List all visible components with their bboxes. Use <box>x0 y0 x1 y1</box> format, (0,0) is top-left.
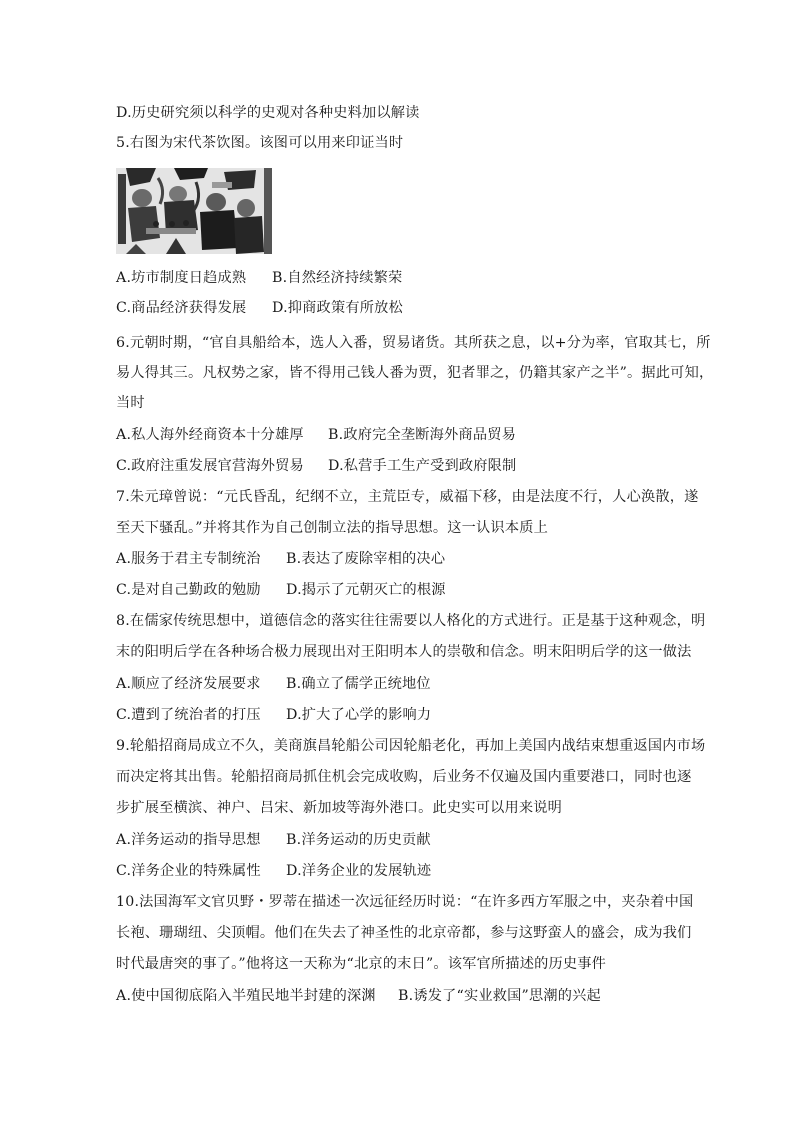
q7-stem-line2: 至天下骚乱。”并将其作为自己创制立法的指导思想。这一认识本质上 <box>116 520 548 536</box>
q9-option-a: A.洋务运动的指导思想 <box>116 832 261 848</box>
q8-option-a: A.顺应了经济发展要求 <box>116 676 261 692</box>
q9-options-row2 <box>116 861 432 881</box>
q8-stem-line1: 8.在儒家传统思想中，道德信念的落实往往需要以人格化的方式进行。正是基于这种观念，明 <box>116 613 706 629</box>
q7-options-row2 <box>116 580 446 600</box>
q8-option-b: B.确立了儒学正统地位 <box>286 676 431 692</box>
q10-stem-line3: 时代最唐突的事了。”他将这一天称为“北京的末日”。该军官所描述的历史事件 <box>116 956 607 972</box>
q6-stem-line2: 易人得其三。凡权势之家，皆不得用己钱人番为贾，犯者罪之，仍籍其家产之半”。据此可知， <box>116 365 714 381</box>
q6-option-a: A.私人海外经商资本十分雄厚 <box>116 427 304 443</box>
q6-options-row1 <box>116 425 516 445</box>
q5-option-b: B.自然经济持续繁荣 <box>272 270 403 286</box>
q10-option-a: A.使中国彻底陷入半殖民地半封建的深渊 <box>116 988 376 1004</box>
q9-option-c: C.洋务企业的特殊属性 <box>116 863 261 879</box>
q4-option-d: D.历史研究须以科学的史观对各种史料加以解读 <box>116 105 420 121</box>
q8-option-d: D.扩大了心学的影响力 <box>286 707 432 723</box>
q7-option-a: A.服务于君主专制统治 <box>116 551 261 567</box>
q5-option-c: C.商品经济获得发展 <box>116 300 247 316</box>
tea-scene-image <box>116 168 272 254</box>
q8-stem-line2: 末的阳明后学在各种场合极力展现出对王阳明本人的崇敬和信念。明末阳明后学的这一做法 <box>116 644 692 660</box>
q7-stem-line1: 7.朱元璋曾说：“元氏昏乱，纪纲不立，主荒臣专，威福下移，由是法度不行，人心涣散，遂 <box>116 489 699 505</box>
q5-options-row1 <box>116 268 403 288</box>
q6-options-row2 <box>116 456 517 476</box>
q10-option-b: B.诱发了“实业救国”思潮的兴起 <box>398 988 601 1004</box>
q7-option-d: D.揭示了元朝灭亡的根源 <box>286 582 446 598</box>
q6-option-b: B.政府完全垄断海外商品贸易 <box>328 427 516 443</box>
q10-options-row1 <box>116 986 601 1006</box>
q8-options-row2 <box>116 705 432 725</box>
q7-options-row1 <box>116 549 446 569</box>
q10-stem-line1: 10.法国海军文官贝野・罗蒂在描述一次远征经历时说：“在许多西方军服之中，夹杂着中国 <box>116 894 694 910</box>
q6-option-d: D.私营手工生产受到政府限制 <box>328 458 517 474</box>
q8-options-row1 <box>116 674 431 694</box>
q5-options-row2 <box>116 298 403 318</box>
q5-stem: 5.右图为宋代茶饮图。该图可以用来印证当时 <box>116 135 404 151</box>
q9-options-row1 <box>116 830 431 850</box>
q8-option-c: C.遭到了统治者的打压 <box>116 707 261 723</box>
song-tea-drinking-illustration <box>116 168 272 254</box>
q6-option-c: C.政府注重发展官营海外贸易 <box>116 458 304 474</box>
q6-stem-line1: 6.元朝时期，“官自具船给本，选人入番，贸易诸货。其所获之息，以+分为率，官取其七，所 <box>116 335 711 351</box>
q9-stem-line3: 步扩展至横滨、神户、吕宋、新加坡等海外港口。此史实可以用来说明 <box>116 800 563 816</box>
q9-stem-line2: 而决定将其出售。轮船招商局抓住机会完成收购，后业务不仅遍及国内重要港口，同时也逐 <box>116 769 692 785</box>
q7-option-b: B.表达了废除宰相的决心 <box>286 551 446 567</box>
q7-option-c: C.是对自己勤政的勉励 <box>116 582 261 598</box>
q5-option-a: A.坊市制度日趋成熟 <box>116 270 247 286</box>
q9-option-b: B.洋务运动的历史贡献 <box>286 832 431 848</box>
q5-option-d: D.抑商政策有所放松 <box>272 300 403 316</box>
q9-stem-line1: 9.轮船招商局成立不久，美商旗昌轮船公司因轮船老化，再加上美国内战结束想重返国内市场 <box>116 738 706 754</box>
q9-option-d: D.洋务企业的发展轨迹 <box>286 863 432 879</box>
q6-stem-line3: 当时 <box>116 395 145 411</box>
q10-stem-line2: 长袍、珊瑚纽、尖顶帽。他们在失去了神圣性的北京帝都，参与这野蛮人的盛会，成为我们 <box>116 925 692 941</box>
